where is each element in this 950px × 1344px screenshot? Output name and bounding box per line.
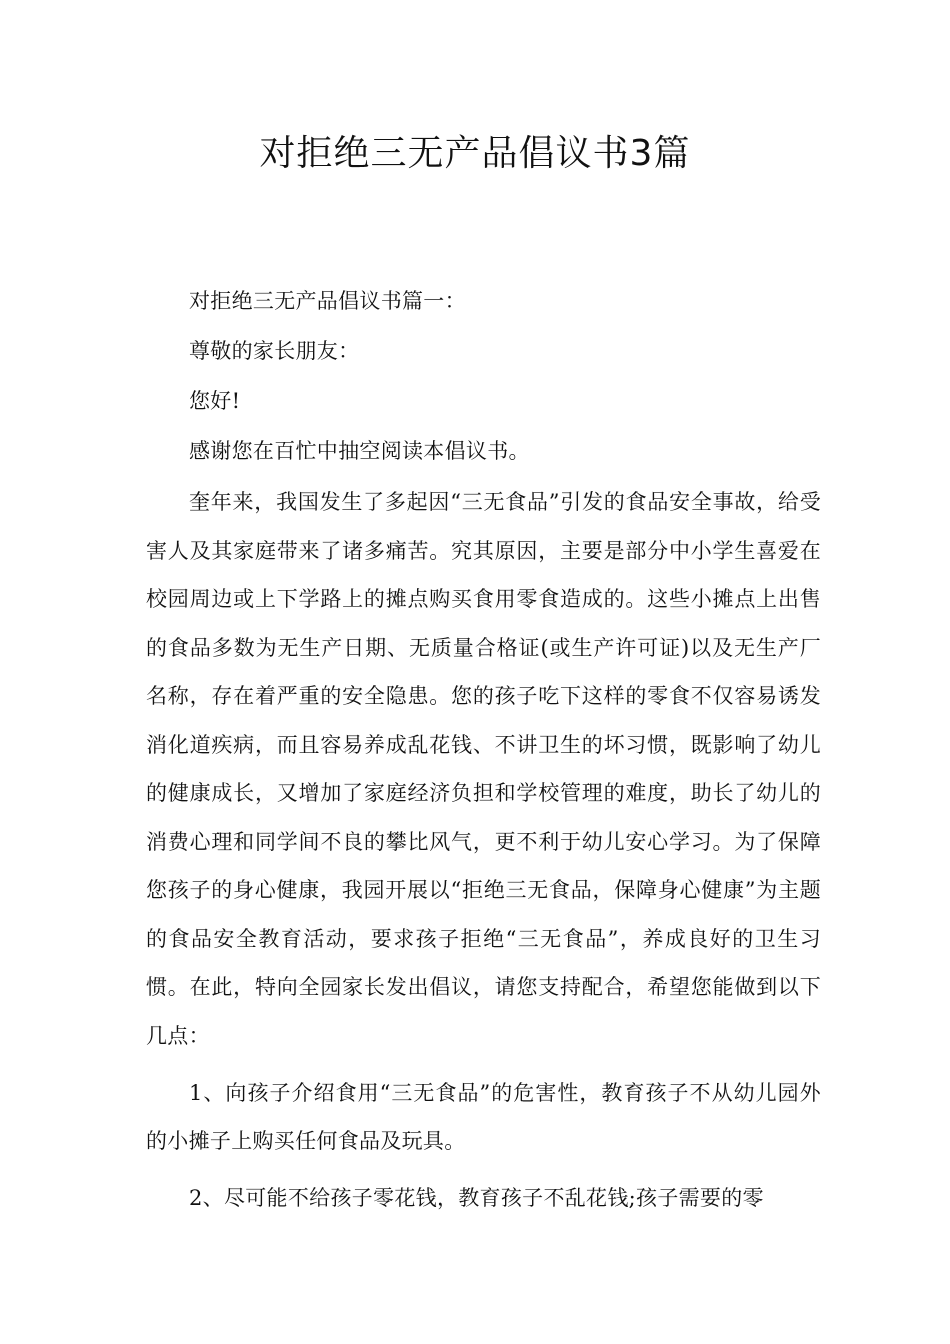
paragraph-thanks: 感谢您在百忙中抽空阅读本倡议书。 [189,439,530,463]
paragraph-point-1: 1、向孩子介绍食用“三无食品”的危害性，教育孩子不从幼儿园外的小摊子上购买任何食品及玩具。 [146,1080,821,1153]
paragraph-greeting: 您好! [189,389,241,413]
document-body [146,284,821,1237]
document-title: 对拒绝三无产品倡议书3篇 [259,133,691,174]
paragraph-main-body: 奎年来，我国发生了多起因“三无食品”引发的食品安全事故，给受害人及其家庭带来了诸多痛苦。究其原因，主要是部分中小学生喜爱在校园周边或上下学路上的摊点购买食用零食造成的。这些小摊点上出售的食品多数为无生产日期、无质量合格证(或生产许可证)以及无生产厂名称，存在着严重的安全隐患。您的孩子吃下这样的零食不仅容易诱发消化道疾病，而且容易养成乱花钱、不讲卫生的坏习惯，既影响了幼儿的健康成长，又增加了家庭经济负担和学校管理的难度，助长了幼儿的消费心理和同学间不良的攀比风气，更不利于幼儿安心学习。为了保障您孩子的身心健康，我园开展以“拒绝三无食品，保障身心健康”为主题的食品安全教育活动，要求孩子拒绝“三无食品”，养成良好的卫生习惯。在此，特向全园家长发出倡议，请您支持配合，希望您能做到以下几点： [146,490,821,1048]
paragraph-salutation: 尊敬的家长朋友： [189,339,360,363]
paragraph-section-heading: 对拒绝三无产品倡议书篇一： [189,289,466,313]
paragraph-point-2: 2、尽可能不给孩子零花钱，教育孩子不乱花钱;孩子需要的零 [189,1186,764,1210]
